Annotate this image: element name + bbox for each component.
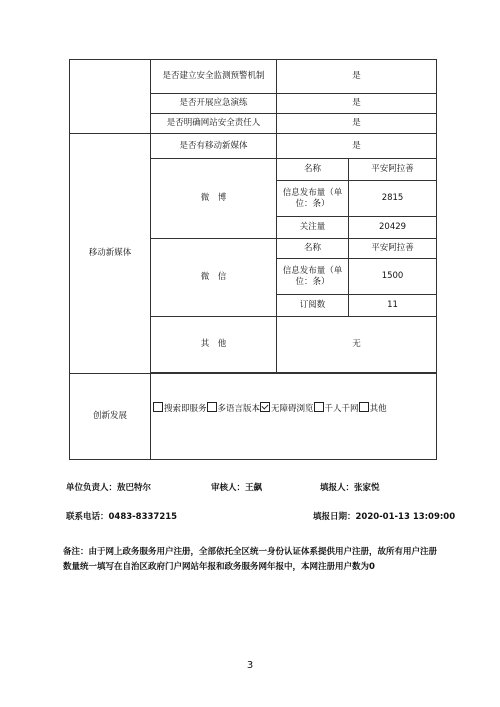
row-label: 是否建立安全监测预警机制 — [151, 60, 277, 94]
phone: 联系电话：0483-8337215 — [66, 512, 178, 522]
weibo-posts-label: 信息发布量（单位：条） — [277, 181, 349, 217]
wechat-subs-value: 11 — [349, 295, 437, 317]
option-label: 搜索即服务 — [164, 404, 207, 414]
wechat-name-label: 名称 — [277, 239, 349, 259]
report-table — [69, 59, 437, 460]
other-label: 其 他 — [151, 317, 277, 373]
option-label: 多语言版本 — [217, 404, 261, 414]
remark-note: 备注：由于网上政务服务用户注册，全部依托全区统一身份认证体系提供用户注册，故所有用户注册数量统一填写在自治区政府门户网站年报和政务服务网年报中，本网注册用户数为0 — [63, 547, 438, 572]
checkbox-other[interactable] — [359, 402, 369, 412]
fill-date: 填报日期：2020-01-13 13:09:00 — [313, 512, 456, 522]
has-mobile-value: 是 — [277, 134, 437, 159]
unit-head: 单位负责人：敖巴特尔 — [66, 483, 152, 493]
row-label: 是否明确网站安全责任人 — [151, 114, 277, 134]
wechat-posts-label: 信息发布量（单位：条） — [277, 259, 349, 295]
weibo-name-value: 平安阿拉善 — [349, 159, 437, 181]
innovation-option-list — [153, 404, 387, 414]
weibo-follow-value: 20429 — [349, 217, 437, 239]
innovation-label: 创新发展 — [70, 374, 151, 460]
wechat-label: 微 信 — [151, 239, 277, 317]
weibo-follow-label: 关注量 — [277, 217, 349, 239]
filler: 填报人：张家悦 — [320, 483, 380, 493]
option-label: 其他 — [369, 404, 387, 414]
mobile-section-label: 移动新媒体 — [70, 134, 151, 374]
page-number: 3 — [246, 660, 254, 671]
row-value: 是 — [277, 94, 437, 114]
reviewer: 审核人：王飙 — [211, 483, 263, 493]
checkbox-accessibility[interactable] — [260, 402, 270, 412]
blank-cell — [70, 60, 151, 134]
wechat-name-value: 平安阿拉善 — [349, 239, 437, 259]
row-value: 是 — [277, 60, 437, 94]
checkbox-personalized[interactable] — [314, 402, 324, 412]
option-label: 无障碍浏览 — [271, 404, 314, 414]
has-mobile-label: 是否有移动新媒体 — [151, 134, 277, 159]
other-value: 无 — [277, 317, 437, 373]
weibo-posts-value: 2815 — [349, 181, 437, 217]
wechat-posts-value: 1500 — [349, 259, 437, 295]
innovation-options — [151, 374, 437, 460]
option-label: 千人千网 — [324, 404, 359, 414]
weibo-label: 微 博 — [151, 159, 277, 239]
checkbox-multilingual[interactable] — [207, 402, 217, 412]
row-label: 是否开展应急演练 — [151, 94, 277, 114]
row-value: 是 — [277, 114, 437, 134]
weibo-name-label: 名称 — [277, 159, 349, 181]
wechat-subs-label: 订阅数 — [277, 295, 349, 317]
checkbox-search-service[interactable] — [153, 402, 163, 412]
